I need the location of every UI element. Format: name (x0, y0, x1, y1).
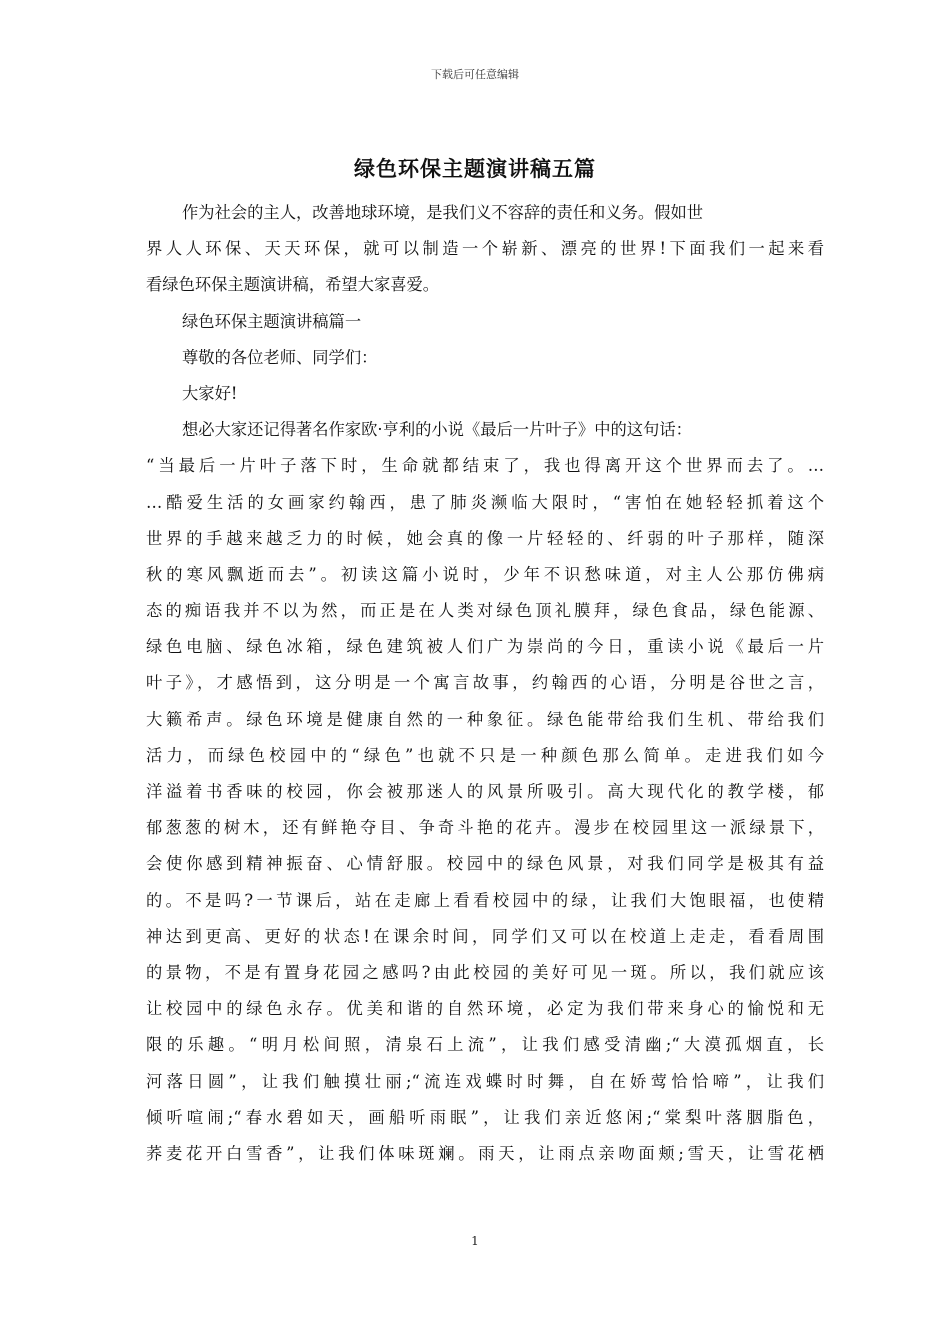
body-line: 世界的手越来越乏力的时候，她会真的像一片轻轻的、纤弱的叶子那样，随深 (146, 528, 824, 548)
section-heading: 绿色环保主题演讲稿篇一 (182, 311, 362, 331)
document-title: 绿色环保主题演讲稿五篇 (354, 156, 596, 181)
body-line: 秋的寒风飘逝而去”。初读这篇小说时，少年不识愁味道，对主人公那仿佛病 (146, 564, 824, 584)
body-line: 想必大家还记得著名作家欧·亨利的小说《最后一片叶子》中的这句话： (182, 420, 692, 440)
body-line: 作为社会的主人，改善地球环境，是我们义不容辞的责任和义务。假如世 (182, 203, 704, 222)
body-line: 的。不是吗?一节课后，站在走廊上看看校园中的绿，让我们大饱眼福，也使精 (146, 890, 824, 910)
body-line: 神达到更高、更好的状态!在课余时间，同学们又可以在校道上走走，看看周围 (146, 926, 824, 946)
greeting: 大家好! (182, 383, 238, 403)
body-line: 会使你感到精神振奋、心情舒服。校园中的绿色风景，对我们同学是极其有益 (146, 854, 824, 874)
body-line: “当最后一片叶子落下时，生命就都结束了，我也得离开这个世界而去了。… (146, 456, 824, 476)
document-body (146, 195, 824, 1172)
body-line: 叶子》，才感悟到，这分明是一个寓言故事，约翰西的心语，分明是谷世之言， (146, 673, 824, 693)
body-line: 的景物，不是有置身花园之感吗?由此校园的美好可见一斑。所以，我们就应该 (146, 962, 824, 982)
salutation: 尊敬的各位老师、同学们： (182, 347, 378, 367)
body-line: 态的痴语我并不以为然，而正是在人类对绿色顶礼膜拜，绿色食品，绿色能源、 (146, 601, 824, 621)
body-line: 绿色电脑、绿色冰箱，绿色建筑被人们广为崇尚的今日，重读小说《最后一片 (146, 637, 824, 657)
page-header: 下载后可任意编辑 (431, 68, 519, 81)
body-line: 倾听喧闹;“春水碧如天，画船听雨眠”，让我们亲近悠闲;“棠梨叶落胭脂色， (146, 1107, 824, 1127)
body-line: 河落日圆”，让我们触摸壮丽;“流连戏蝶时时舞，自在娇莺恰恰啼”，让我们 (146, 1071, 824, 1091)
body-line: 活力，而绿色校园中的“绿色”也就不只是一种颜色那么简单。走进我们如今 (146, 745, 824, 765)
body-line: 界人人环保、天天环保，就可以制造一个崭新、漂亮的世界!下面我们一起来看 (146, 239, 824, 259)
body-line: 郁葱葱的树木，还有鲜艳夺目、争奇斗艳的花卉。漫步在校园里这一派绿景下， (146, 818, 824, 838)
body-line: 荞麦花开白雪香”，让我们体味斑斓。雨天，让雨点亲吻面颊;雪天，让雪花栖 (146, 1143, 824, 1163)
body-line: 看绿色环保主题演讲稿，希望大家喜爱。 (146, 275, 440, 295)
body-line: 限的乐趣。“明月松间照，清泉石上流”，让我们感受清幽;“大漠孤烟直，长 (146, 1035, 824, 1055)
body-line: 洋溢着书香味的校园，你会被那迷人的风景所吸引。高大现代化的教学楼，郁 (146, 782, 824, 801)
body-line: 让校园中的绿色永存。优美和谐的自然环境，必定为我们带来身心的愉悦和无 (146, 999, 824, 1019)
page-number: 1 (471, 1234, 479, 1248)
body-line: 大籁希声。绿色环境是健康自然的一种象征。绿色能带给我们生机、带给我们 (146, 709, 824, 729)
body-line: …酷爱生活的女画家约翰西，患了肺炎濒临大限时，“害怕在她轻轻抓着这个 (146, 492, 824, 512)
